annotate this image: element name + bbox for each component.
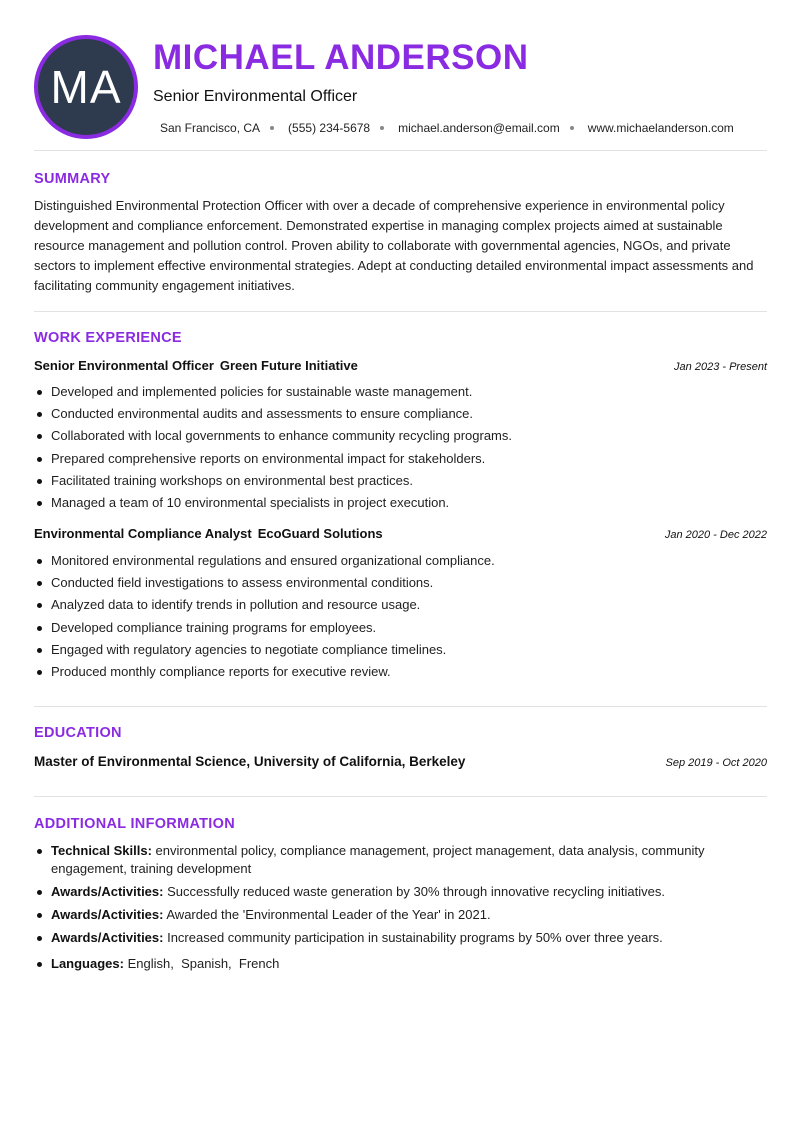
contact-phone: (555) 234-5678 (288, 121, 371, 135)
list-item: Facilitated training workshops on environmental best practices. (34, 472, 764, 490)
list-item: Managed a team of 10 environmental specialists in project execution. (34, 494, 764, 512)
list-item: Developed and implemented policies for sustainable waste management. (34, 383, 764, 401)
list-item (34, 842, 764, 878)
list-item (34, 883, 764, 901)
contact-line (160, 121, 734, 135)
job-company: Green Future Initiative (219, 358, 358, 373)
contact-email[interactable]: michael.anderson@email.com (398, 121, 560, 135)
section-heading-education: EDUCATION (34, 725, 122, 741)
separator-dot-icon (270, 126, 274, 130)
list-item (34, 906, 764, 924)
avatar-initials: MA (50, 61, 122, 113)
education-degree: Master of Environmental Science, University of California, Berkeley (34, 754, 466, 769)
contact-website[interactable]: www.michaelanderson.com (587, 121, 734, 135)
list-item: Produced monthly compliance reports for executive review. (34, 663, 764, 681)
list-item: Engaged with regulatory agencies to negotiate compliance timelines. (34, 641, 764, 659)
list-item: Analyzed data to identify trends in pollution and resource usage. (34, 596, 764, 614)
job-header (34, 526, 767, 541)
contact-location: San Francisco, CA (160, 121, 261, 135)
divider (34, 706, 767, 707)
list-item: Conducted environmental audits and assessments to ensure compliance. (34, 405, 764, 423)
info-text: Increased community participation in sustainability programs by 50% over three years. (167, 930, 663, 945)
job-header (34, 358, 767, 373)
section-heading-experience: WORK EXPERIENCE (34, 330, 182, 346)
separator-dot-icon (380, 126, 384, 130)
info-text: environmental policy, compliance management, project management, data analysis, community engagement, training development (51, 843, 705, 876)
job-dates: Jan 2023 - Present (674, 361, 767, 373)
info-label: Languages: (51, 956, 124, 971)
job-bullet-list (34, 383, 764, 516)
education-dates: Sep 2019 - Oct 2020 (665, 757, 767, 769)
list-item (34, 955, 764, 973)
info-label: Awards/Activities: (51, 907, 164, 922)
list-item: Collaborated with local governments to enhance community recycling programs. (34, 427, 764, 445)
list-item: Developed compliance training programs for employees. (34, 619, 764, 637)
list-item: Prepared comprehensive reports on environmental impact for stakeholders. (34, 450, 764, 468)
education-entry (34, 754, 767, 769)
info-text: Successfully reduced waste generation by 30% through innovative recycling initiatives. (167, 884, 665, 899)
info-label: Awards/Activities: (51, 930, 164, 945)
list-item (34, 929, 764, 947)
candidate-name: MICHAEL ANDERSON (153, 38, 529, 77)
job-role: Environmental Compliance Analyst (34, 526, 252, 541)
job-dates: Jan 2020 - Dec 2022 (664, 529, 767, 541)
divider (34, 796, 767, 797)
info-text: English, Spanish, French (127, 956, 280, 971)
job-bullet-list (34, 552, 764, 685)
divider (34, 311, 767, 312)
separator-dot-icon (570, 126, 574, 130)
additional-info-list (34, 842, 764, 978)
list-item: Conducted field investigations to assess environmental conditions. (34, 574, 764, 592)
job-company: EcoGuard Solutions (257, 526, 383, 541)
info-text: Awarded the 'Environmental Leader of the Year' in 2021. (166, 907, 491, 922)
divider (34, 150, 767, 151)
info-label: Technical Skills: (51, 843, 152, 858)
section-heading-summary: SUMMARY (34, 171, 111, 187)
list-item: Monitored environmental regulations and ensured organizational compliance. (34, 552, 764, 570)
job-title-line (34, 358, 358, 373)
job-title-line (34, 526, 383, 541)
job-role: Senior Environmental Officer (34, 358, 214, 373)
candidate-title: Senior Environmental Officer (153, 88, 358, 105)
section-heading-additional: ADDITIONAL INFORMATION (34, 816, 235, 832)
info-label: Awards/Activities: (51, 884, 164, 899)
avatar (34, 35, 138, 139)
summary-text: Distinguished Environmental Protection Officer with over a decade of comprehensive experience in environmental policy development and compliance enforcement. Demonstrated expertise in managing complex projects aimed at sustainable resource management and pollution control. Proven ability to collaborate with governmental agencies, NGOs, and private sectors to implement effective environmental strategies. Adept at conducting detailed environmental impact assessments and facilitating community engagement initiatives. (34, 198, 754, 293)
